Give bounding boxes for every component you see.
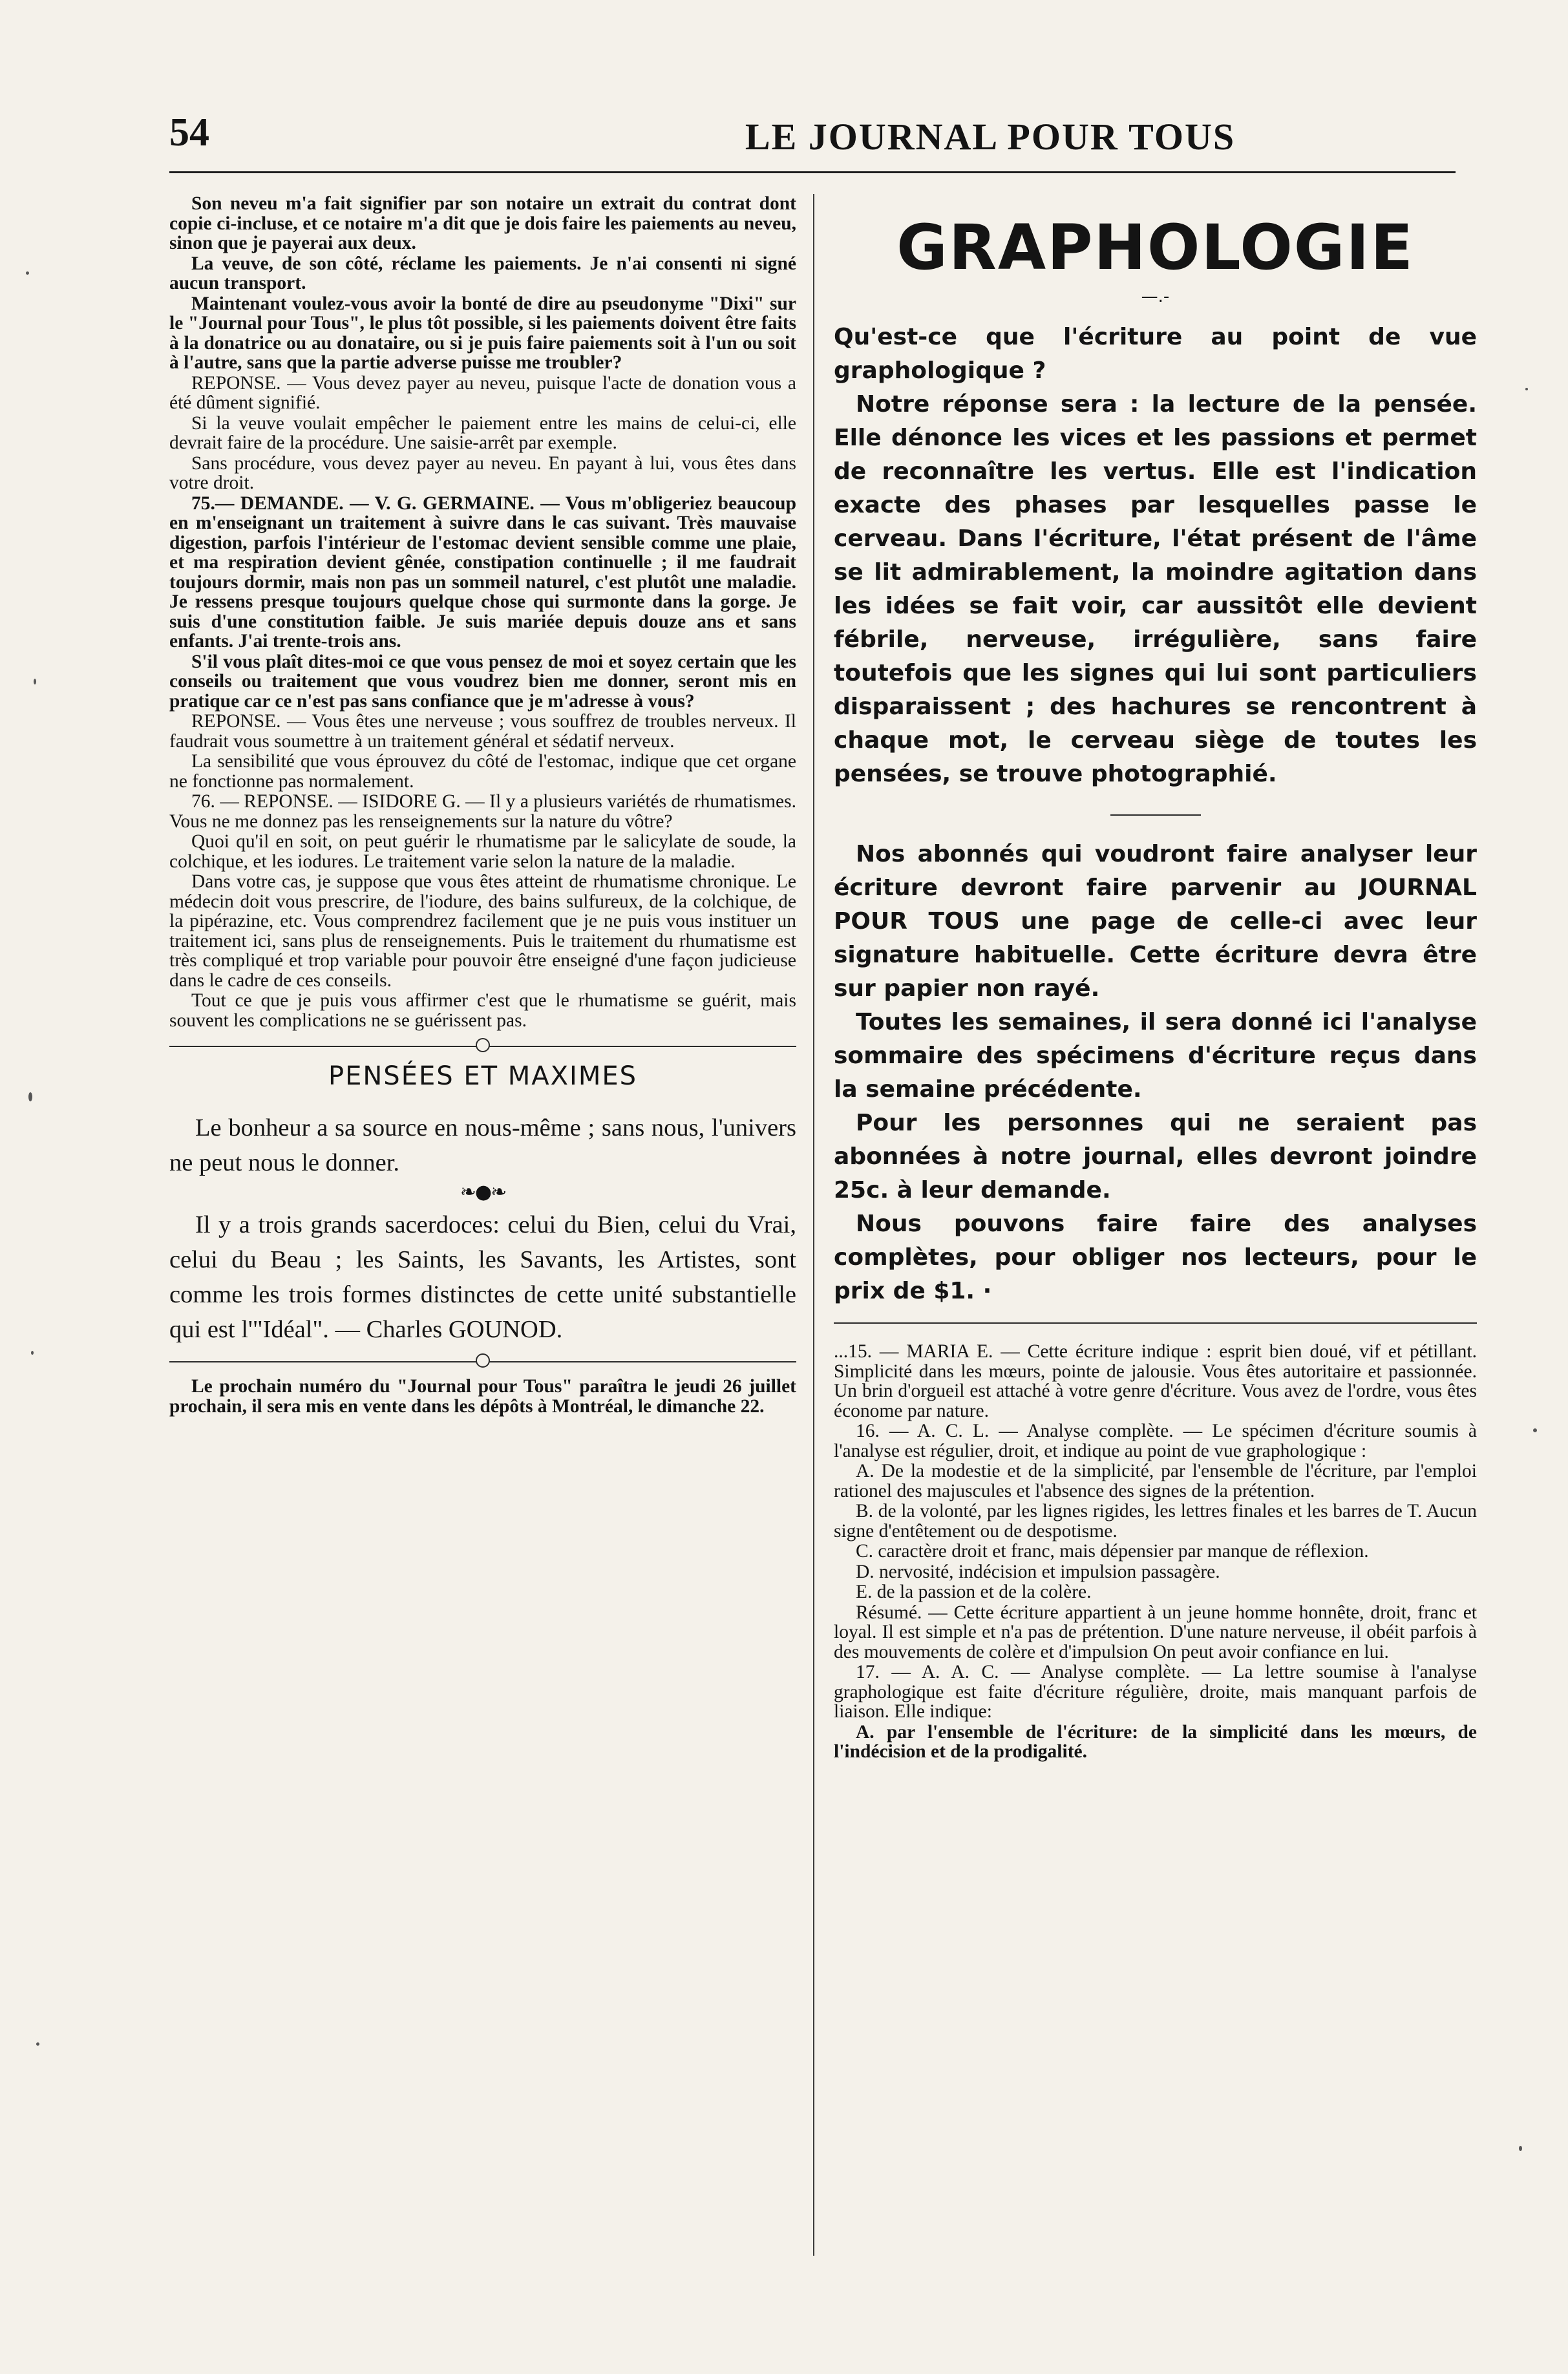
- analysis-paragraph: Résumé. — Cette écriture appartient à un jeune homme honnête, droit, franc et loyal. Il est simple et n'a pas de prétention. D'une nature nerveuse, il obéit parfois à des mouvements de colère et d'impulsion On peut avoir confiance en lui.: [834, 1602, 1477, 1662]
- analysis-paragraph: E. de la passion et de la colère.: [856, 1582, 1092, 1602]
- scan-speck: [31, 1351, 34, 1355]
- analysis-paragraph: A. De la modestie et de la simplicité, par l'ensemble de l'écriture, par l'emploi rationel des majuscules et l'absence des signes de la prétention.: [834, 1461, 1477, 1501]
- letter-paragraph: Quoi qu'il en soit, on peut guérir le rhumatisme par le salicylate de soude, la colchique, et les iodures. Le traitement varie selon la nature de la maladie.: [169, 831, 796, 872]
- page-number: 54: [169, 111, 209, 154]
- section-rule: [834, 1322, 1477, 1324]
- ornament-divider: ❧●❧: [460, 1181, 506, 1203]
- letter-paragraph: Maintenant voulez-vous avoir la bonté de dire au pseudonyme "Dixi" sur le "Journal pour Tous", le plus tôt possible, si les paiements doivent être faits à la donatrice ou au donataire, ou si je puis faire paiements soit à l'un ou soit à l'autre, sans que la partie adverse puisse me troubler?: [169, 293, 796, 373]
- section-rule: [169, 1353, 796, 1370]
- letter-paragraph: Si la veuve voulait empêcher le paiement entre les mains de celui-ci, elle devrait faire de la procédure. Une saisie-arrêt par exemple.: [169, 412, 796, 453]
- letter-paragraph: La sensibilité que vous éprouvez du côté de l'estomac, indique que cet organe ne fonctionne pas normalement.: [169, 751, 796, 792]
- analysis-paragraph: 16. — A. C. L. — Analyse complète. — Le spécimen d'écriture soumis à l'analyse est régulier, droit, et indique au point de vue graphologique :: [834, 1421, 1477, 1461]
- letter-paragraph: Tout ce que je puis vous affirmer c'est que le rhumatisme se guérit, mais souvent les complications ne se guérissent pas.: [169, 990, 796, 1031]
- next-issue-notice: Le prochain numéro du "Journal pour Tous" paraîtra le jeudi 26 juillet prochain, il sera mis en vente dans les dépôts à Montréal, le dimanche 22.: [169, 1376, 796, 1417]
- letter-paragraph: 76. — REPONSE. — ISIDORE G. — Il y a plusieurs variétés de rhumatismes. Vous ne me donnez pas les renseignements sur la nature du vôtre?: [169, 791, 796, 832]
- letter-paragraph: REPONSE. — Vous devez payer au neveu, puisque l'acte de donation vous a été dûment signifié.: [169, 372, 796, 413]
- scan-speck: [1533, 1428, 1537, 1432]
- section-rule: [169, 1038, 796, 1055]
- letter-paragraph: Dans votre cas, je suppose que vous êtes atteint de rhumatisme chronique. Le médecin doit vous prescrire, de l'iodure, des bains sulfureux, de la colchique, de la pipérazine, etc. Vous comprendrez facilement que je ne puis vous instituer un traitement ici, sans plus de renseignements. Puis le traitement du rhumatisme est très compliqué et trop variable pour pouvoir être enseigné d'une façon judicieuse dans le cadre de ces conseils.: [169, 871, 796, 991]
- right-column: [834, 194, 1477, 2295]
- subscriber-paragraph: Nos abonnés qui voudront faire analyser leur écriture devront faire parvenir au JOURNAL POUR TOUS une page de celle-ci avec leur signature habituelle. Cette écriture devra être sur papier non rayé.: [834, 841, 1477, 1002]
- analysis-paragraph: C. caractère droit et franc, mais dépensier par manque de réflexion.: [856, 1541, 1369, 1562]
- heading-ornament: —.-: [1141, 287, 1170, 306]
- letter-paragraph: S'il vous plaît dites-moi ce que vous pensez de moi et soyez certain que les conseils ou traitement que vous voudrez bien me donner, seront mis en pratique car ce n'est pas sans confiance que je m'adresse à vous?: [169, 651, 796, 712]
- letter-paragraph: REPONSE. — Vous êtes une nerveuse ; vous souffrez de troubles nerveux. Il faudrait vous soumettre à un traitement général et sédatif nerveux.: [169, 711, 796, 752]
- analysis-paragraph: D. nervosité, indécision et impulsion passagère.: [856, 1561, 1220, 1582]
- scan-speck: [26, 271, 29, 275]
- maxim-paragraph: Le bonheur a sa source en nous-même ; sans nous, l'univers ne peut nous le donner.: [169, 1114, 796, 1176]
- letter-paragraph: La veuve, de son côté, réclame les paiements. Je n'ai consenti ni signé aucun transport.: [169, 253, 796, 293]
- intro-paragraph: Notre réponse sera : la lecture de la pensée. Elle dénonce les vices et les passions et permet de reconnaître les vertus. Elle est l'indication exacte des phases par lesquelles passe le cerveau. Dans l'écriture, l'état présent de l'âme se lit admirablement, la moindre agitation dans les idées se fait voir, car aussitôt elle devient fébrile, nerveuse, irrégulière, sans faire toutefois que les signes qui lui sont particuliers disparaissent ; des hachures se rencontrent à chaque mot, le cerveau siège de toutes les pensées, se trouve photographié.: [834, 391, 1477, 787]
- column-divider: [813, 194, 814, 2256]
- pensees-heading: PENSÉES ET MAXIMES: [328, 1061, 638, 1091]
- graphologie-heading: GRAPHOLOGIE: [896, 211, 1414, 284]
- subscriber-paragraph: Toutes les semaines, il sera donné ici l'analyse sommaire des spécimens d'écriture reçus dans la semaine précédente.: [834, 1009, 1477, 1103]
- scan-speck: [36, 2042, 39, 2046]
- analysis-paragraph: A. par l'ensemble de l'écriture: de la simplicité dans les mœurs, de l'indécision et de la prodigalité.: [834, 1721, 1477, 1762]
- short-rule: [1110, 814, 1201, 816]
- subscriber-paragraph: Pour les personnes qui ne seraient pas abonnées à notre journal, elles devront joindre 25c. à leur demande.: [834, 1110, 1477, 1203]
- analysis-paragraph: 17. — A. A. C. — Analyse complète. — La lettre soumise à l'analyse graphologique est faite d'écriture régulière, droite, mais manquant parfois de liaison. Elle indique:: [834, 1662, 1477, 1722]
- scan-speck: [34, 679, 36, 684]
- journal-title: LE JOURNAL POUR TOUS: [745, 116, 1236, 158]
- scan-speck: [28, 1092, 32, 1101]
- subscriber-paragraph: Nous pouvons faire faire des analyses complètes, pour obliger nos lecteurs, pour le prix de $1. ·: [834, 1211, 1477, 1304]
- analysis-paragraph: ...15. — MARIA E. — Cette écriture indique : esprit bien doué, vif et pétillant. Simplicité dans les mœurs, pointe de jalousie. Vous êtes autoritaire et passionnée. Un brin d'orgueil est attaché à votre genre d'écriture. Vous avez de l'ordre, vous êtes économe par nature.: [834, 1341, 1477, 1421]
- letter-paragraph: Son neveu m'a fait signifier par son notaire un extrait du contrat dont copie ci-incluse, et ce notaire m'a dit que je dois faire les paiements au neveu, sinon que je payerai aux deux.: [169, 194, 796, 253]
- running-head: [169, 110, 1456, 173]
- intro-paragraph: Qu'est-ce que l'écriture au point de vue graphologique ?: [834, 324, 1477, 384]
- letter-paragraph: Sans procédure, vous devez payer au neveu. En payant à lui, vous êtes dans votre droit.: [169, 452, 796, 493]
- letters-section: [169, 194, 796, 1030]
- scan-speck: [1519, 2146, 1522, 2151]
- maxim-paragraph: Il y a trois grands sacerdoces: celui du Bien, celui du Vrai, celui du Beau ; les Saints, les Savants, les Artistes, sont comme les trois formes distinctes de cette unité substantielle qui est l'"Idéal". — Charles GOUNOD.: [169, 1211, 796, 1343]
- analysis-paragraph: B. de la volonté, par les lignes rigides, les lettres finales et les barres de T. Aucun signe d'entêtement ou de despotisme.: [834, 1501, 1477, 1542]
- letter-paragraph: 75.— DEMANDE. — V. G. GERMAINE. — Vous m'obligeriez beaucoup en m'enseignant un traitement à suivre dans le cas suivant. Très mauvaise digestion, parfois l'intérieur de l'estomac devient sensible comme une plaie, et ma respiration devient gênée, constipation continuelle ; il me faudrait toujours dormir, mais non pas un sommeil naturel, c'est plutôt une maladie. Je ressens presque toujours quelque chose qui surmonte dans la gorge. Je suis d'une constitution faible. Je suis mariée depuis douze ans et sans enfants. J'ai trente-trois ans.: [169, 493, 796, 652]
- scan-speck: [1525, 388, 1528, 390]
- left-column: [169, 194, 796, 2295]
